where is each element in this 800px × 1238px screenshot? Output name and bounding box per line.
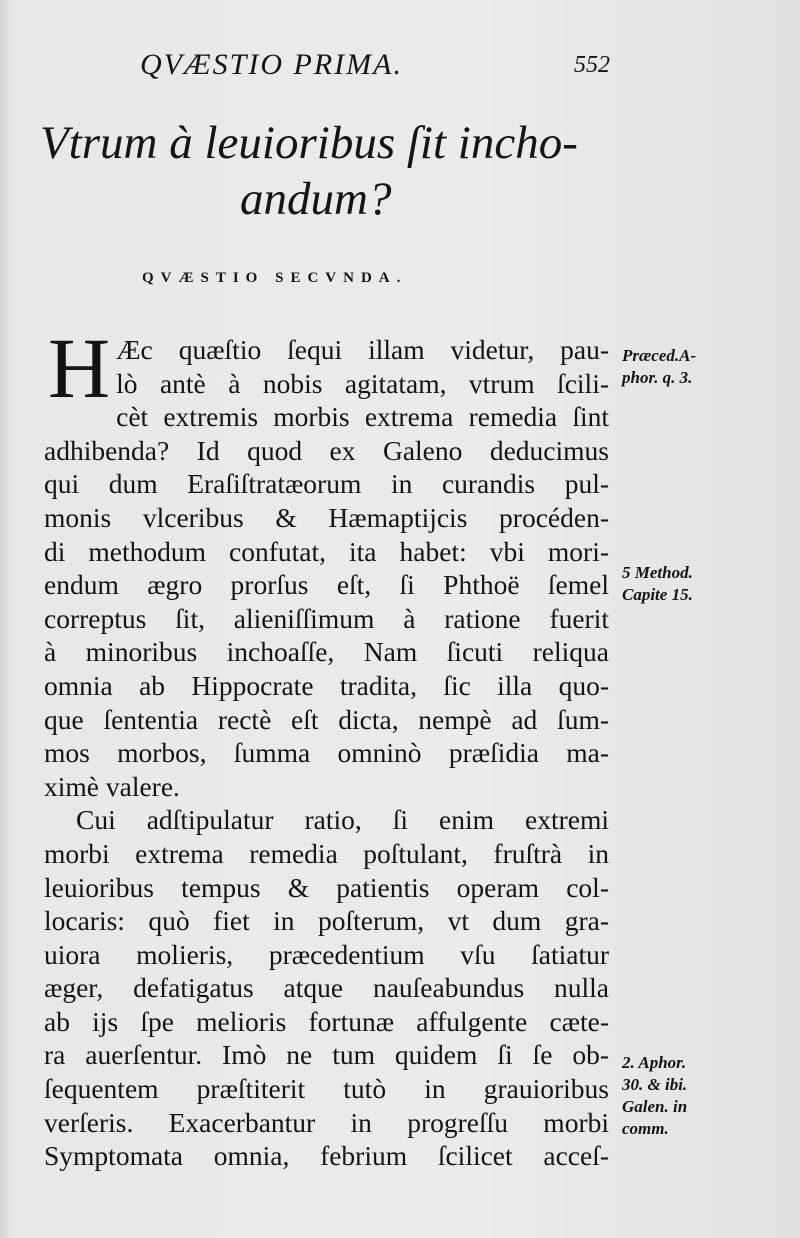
question-title	[40, 115, 640, 227]
text-line: endum ægro prorſus eſt, ſi Phthoë ſemel	[44, 569, 609, 601]
margin-note	[622, 562, 772, 606]
text-line: ra auerſentur. Imò ne tum quidem ſi ſe ob-	[44, 1039, 609, 1071]
text-line: leuioribus tempus & patientis operam col-	[44, 871, 609, 903]
margin-note	[622, 1052, 772, 1140]
text-line: æger, defatigatus atque nauſeabundus nulla	[44, 972, 609, 1004]
text-line: monis vlceribus & Hæmaptijcis procéden-	[44, 501, 609, 533]
text-line: cèt extremis morbis extrema remedia ſint	[116, 401, 609, 433]
text-line: Symptomata omnia, febrium ſcilicet acceſ-	[44, 1140, 609, 1172]
text-line: à minoribus inchoaſſe, Nam ſicuti reliqua	[44, 636, 609, 668]
text-line: mos morbos, ſumma omninò præſidia ma-	[44, 737, 609, 769]
running-head	[140, 48, 620, 88]
margin-note-line: Capite 15.	[622, 585, 693, 604]
text-line: lò antè à nobis agitatam, vtrum ſcili-	[116, 367, 609, 399]
margin-note-line: comm.	[622, 1119, 669, 1138]
text-line: di methodum confutat, ita habet: vbi mori-	[44, 535, 609, 567]
margin-note-line: 2. Aphor.	[622, 1053, 687, 1072]
text-line: ab ijs ſpe melioris fortunæ affulgente cæte-	[44, 1005, 609, 1037]
section-heading: QVÆSTIO SECVNDA.	[142, 270, 408, 286]
question-title-line-1: Vtrum à leuioribus ſit incho-	[40, 117, 578, 169]
margin-note-line: phor. q. 3.	[622, 368, 693, 387]
body-text	[44, 320, 609, 1173]
text-line: adhibenda? Id quod ex Galeno deducimus	[44, 434, 609, 466]
text-line: correptus ſit, alieniſſimum à ratione fuerit	[44, 602, 609, 634]
margin-note	[622, 345, 772, 389]
text-line: Æc quæſtio ſequi illam videtur, pau-	[116, 334, 609, 365]
text-line: ximè valere.	[44, 770, 180, 802]
text-line: uiora molieris, præcedentium vſu ſatiatur	[44, 938, 609, 970]
text-line: que ſententia rectè eſt dicta, nempè ad ſum-	[44, 703, 609, 735]
page-number: 552	[574, 52, 610, 78]
text-line: morbi extrema remedia poſtulant, fruſtrà in	[44, 837, 609, 869]
margin-note-line: 5 Method.	[622, 563, 693, 582]
margin-note-line: Præced.A-	[622, 346, 697, 365]
margin-note-line: 30. & ibi.	[622, 1075, 688, 1094]
margin-note-line: Galen. in	[622, 1097, 688, 1116]
drop-cap: H	[48, 320, 111, 416]
running-head-title: QVÆSTIO PRIMA.	[140, 48, 403, 81]
text-line: locaris: quò fiet in poſterum, vt dum gra-	[44, 905, 609, 937]
text-line: verſeris. Exacerbantur in progreſſu morbi	[44, 1106, 609, 1138]
text-line: qui dum Eraſiſtratæorum in curandis pul-	[44, 468, 609, 500]
text-line: omnia ab Hippocrate tradita, ſic illa quo-	[44, 669, 609, 701]
question-title-line-2: andum?	[240, 173, 392, 225]
text-line: Cui adſtipulatur ratio, ſi enim extremi	[76, 804, 609, 836]
text-line: ſequentem præſtiterit tutò in grauioribus	[44, 1073, 609, 1105]
